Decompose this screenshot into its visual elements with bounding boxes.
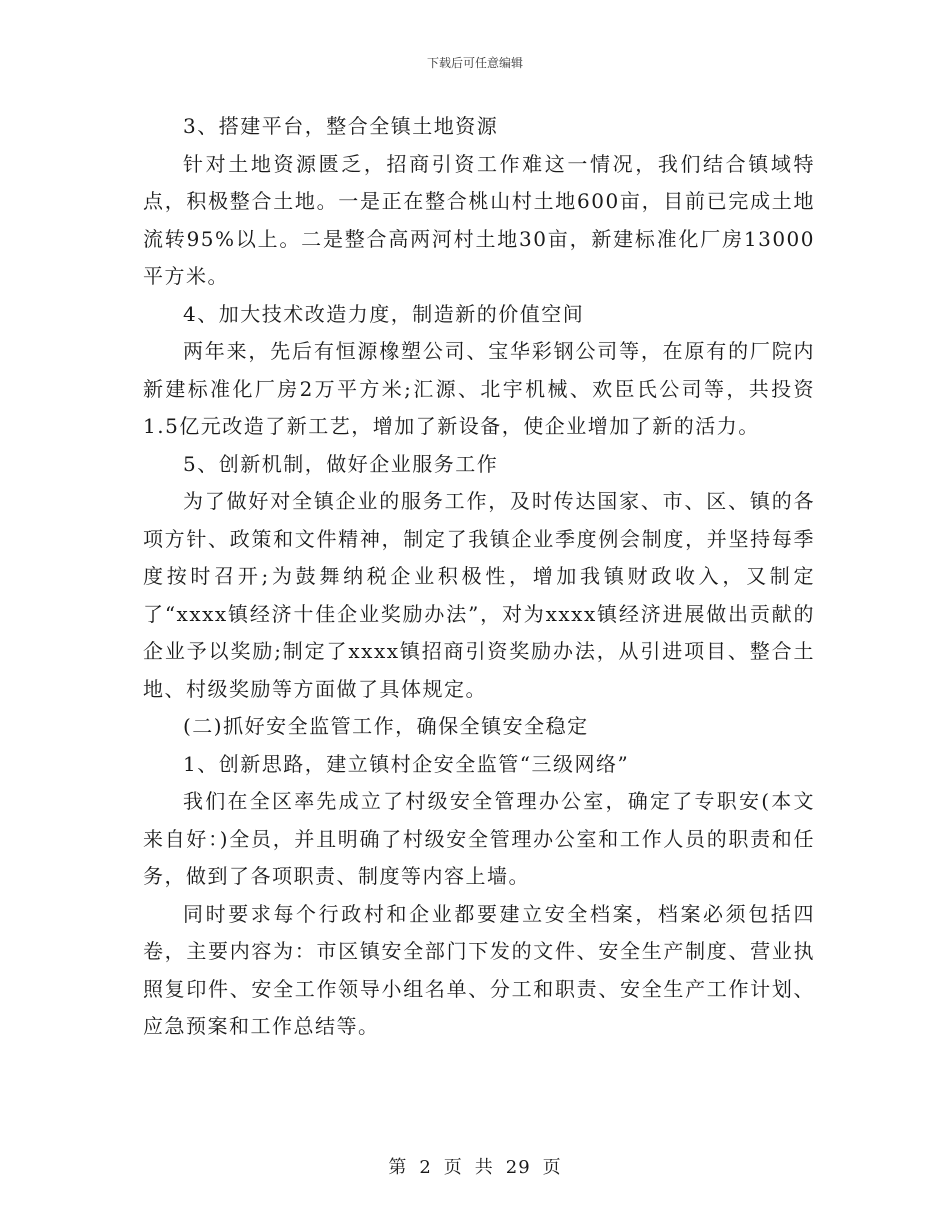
section-heading: 3、搭建平台，整合全镇土地资源 [183, 114, 499, 138]
document-body [143, 108, 815, 1046]
page-footer [0, 1153, 950, 1179]
paragraph: 两年来，先后有恒源橡塑公司、宝华彩钢公司等，在原有的厂院内新建标准化厂房2万平方米;汇源、北宇机械、欢臣氏公司等，共投资1.5亿元改造了新工艺，增加了新设备，使企业增加了新的活力。 [143, 339, 815, 438]
footer-suffix: 页 [542, 1157, 562, 1178]
footer-page-number: 2 [419, 1157, 432, 1178]
paragraph: 我们在全区率先成立了村级安全管理办公室，确定了专职安(本文来自好：)全员，并且明确了村级安全管理办公室和工作人员的职责和任务，做到了各项职责、制度等内容上墙。 [143, 789, 815, 888]
section-heading: 4、加大技术改造力度，制造新的价值空间 [183, 301, 585, 326]
paragraph: 同时要求每个行政村和企业都要建立安全档案，档案必须包括四卷，主要内容为：市区镇安全部门下发的文件、安全生产制度、营业执照复印件、安全工作领导小组名单、分工和职责、安全生产工作计划、应急预案和工作总结等。 [143, 901, 815, 1038]
footer-prefix: 第 [388, 1157, 408, 1178]
paragraph: 为了做好对全镇企业的服务工作，及时传达国家、市、区、镇的各项方针、政策和文件精神，制定了我镇企业季度例会制度，并坚持每季度按时召开;为鼓舞纳税企业积极性，增加我镇财政收入，又制定了“xxxx镇经济十佳企业奖励办法”，对为xxxx镇经济进展做出贡献的企业予以奖励;制定了xxxx镇招商引资奖励办法，从引进项目、整合土地、村级奖励等方面做了具体规定。 [143, 489, 815, 701]
section-heading: 5、创新机制，做好企业服务工作 [183, 451, 499, 476]
page-header: 下载后可任意编辑 [426, 56, 523, 70]
footer-total-label: 共 [474, 1157, 494, 1178]
section-heading: (二)抓好安全监管工作，确保全镇安全稳定 [183, 714, 589, 738]
footer-total-pages: 29 [505, 1157, 531, 1178]
footer-page-label: 页 [443, 1157, 463, 1178]
section-heading: 1、创新思路，建立镇村企安全监管“三级网络” [183, 751, 630, 776]
paragraph: 针对土地资源匮乏，招商引资工作难这一情况，我们结合镇域特点，积极整合土地。一是正在整合桃山村土地600亩，目前已完成土地流转95%以上。二是整合高两河村土地30亩，新建标准化厂房13000平方米。 [143, 151, 815, 288]
